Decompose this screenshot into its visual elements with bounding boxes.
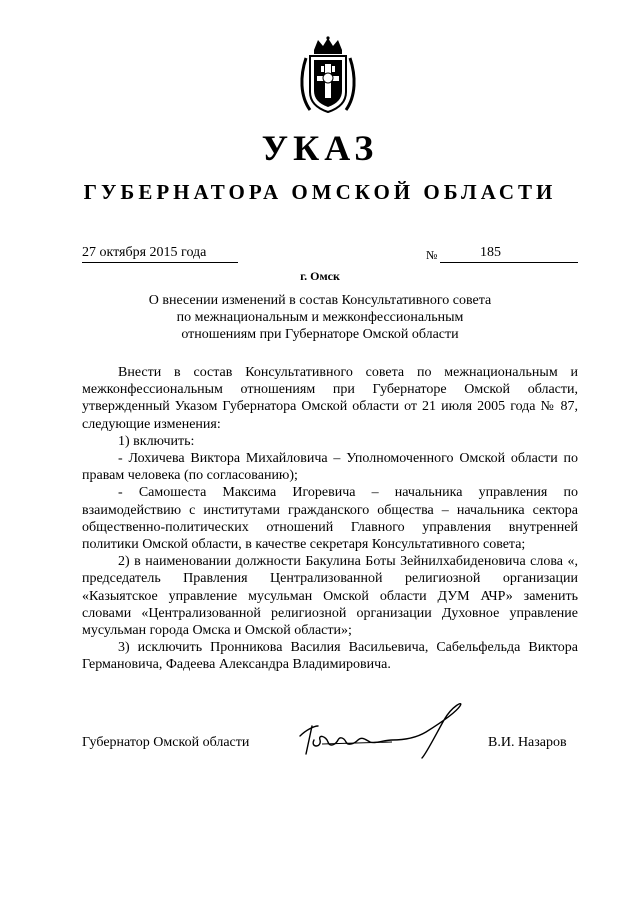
body-item-3: 3) исключить Пронникова Василия Васильевича, Сабельфельда Виктора Германовича, Фадеева Александра Владимировича. (82, 640, 578, 673)
decree-body (82, 364, 578, 674)
heading-line-2: по межнациональным и межконфессиональным (176, 310, 464, 325)
body-intro: Внести в состав Консультативного совета по межнациональным и межконфессиональным отношениям при Губернаторе Омской области, утвержденный Указом Губернатора Омской области от 21 июля 2005 года № 87, следующие изменения: (82, 365, 578, 432)
coat-of-arms-emblem (296, 36, 360, 116)
body-item-1a: - Лохичева Виктора Михайловича – Уполномоченного Омской области по правам человека (по согласованию); (82, 451, 578, 484)
body-item-2: 2) в наименовании должности Бакулина Боты Зейнилхабиденовича слова «, председатель Правления Централизованной религиозной организации «Казыятское управление мусульман Омской области ДУМ АЧР» заменить словами «Централизованной религиозной организации Духовное управление мусульман города Омска и Омской области»; (82, 554, 578, 639)
decree-heading (100, 292, 540, 343)
document-title: УКАЗ (261, 128, 379, 168)
number-label: № (426, 248, 438, 262)
body-item-1: 1) включить: (118, 433, 195, 449)
document-city: г. Омск (300, 269, 340, 283)
body-item-1b: - Самошеста Максима Игоревича – начальника управления по взаимодействию с институтами гражданского общества – начальника сектора общественно-политических отношений Главного управления внутренней политики Омской области, в качестве секретаря Консультативного совета; (82, 485, 578, 553)
heading-line-1: О внесении изменений в состав Консультативного совета (148, 293, 492, 308)
signatory-name: В.И. Назаров (488, 735, 567, 750)
signatory-title: Губернатор Омской области (82, 735, 250, 750)
document-subtitle: ГУБЕРНАТОРА ОМСКОЙ ОБЛАСТИ (83, 180, 557, 204)
heading-line-3: отношениям при Губернаторе Омской области (181, 327, 459, 342)
document-date: 27 октября 2015 года (82, 244, 238, 263)
document-number: 185 (440, 244, 578, 263)
handwritten-signature (292, 696, 472, 766)
